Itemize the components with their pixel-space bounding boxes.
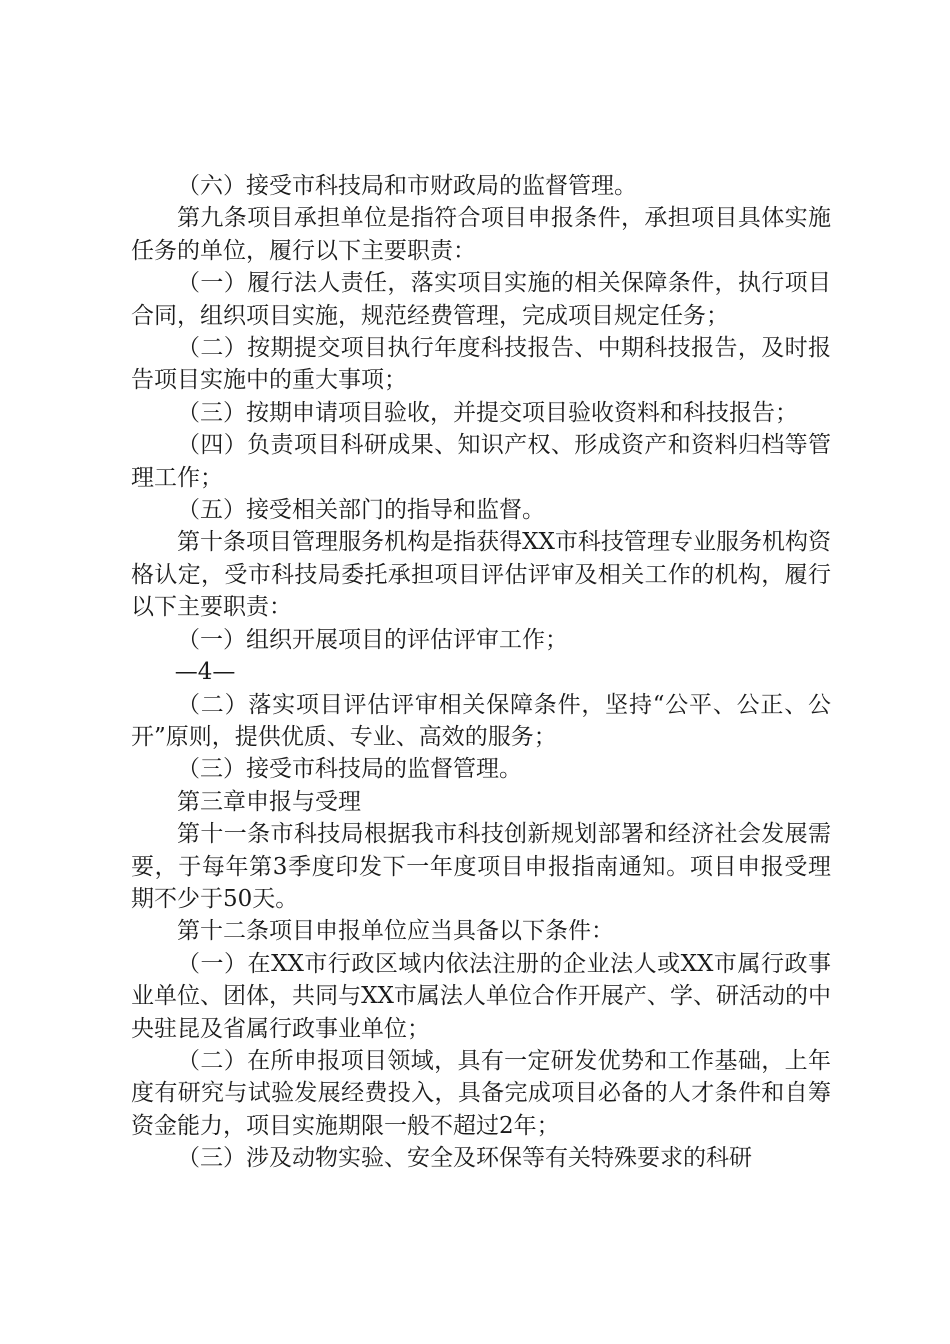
- condition-2-paragraph: （二）在所申报项目领域，具有一定研发优势和工作基础，上年度有研究与试验发展经费投入，具备完成项目必备的人才条件和自筹资金能力，项目实施期限一般不超过2年；: [131, 1047, 831, 1139]
- service-duty-2-paragraph: （二）落实项目评估评审相关保障条件，坚持“公平、公正、公开”原则，提供优质、专业、高效的服务；: [131, 691, 831, 750]
- duty-4-paragraph: （四）负责项目科研成果、知识产权、形成资产和资料归档等管理工作；: [131, 432, 831, 491]
- duty-3-paragraph: （三）按期申请项目验收，并提交项目验收资料和科技报告；: [177, 399, 798, 426]
- service-duty-1-paragraph: （一）组织开展项目的评估评审工作；: [177, 626, 568, 653]
- condition-3-paragraph: （三）涉及动物实验、安全及环保等有关特殊要求的科研: [177, 1145, 752, 1172]
- service-duty-3-paragraph: （三）接受市科技局的监督管理。: [177, 756, 522, 783]
- article-11-paragraph: 第十一条市科技局根据我市科技创新规划部署和经济社会发展需要，于每年第3季度印发下一年度项目申报指南通知。项目申报受理期不少于50天。: [131, 821, 831, 912]
- article-9-paragraph: 第九条项目承担单位是指符合项目申报条件，承担项目具体实施任务的单位，履行以下主要职责：: [131, 205, 831, 264]
- chapter-3-heading: 第三章申报与受理: [177, 788, 361, 815]
- paragraph-item-6: （六）接受市科技局和市财政局的监督管理。: [177, 173, 637, 199]
- duty-1-paragraph: （一）履行法人责任，落实项目实施的相关保障条件，执行项目合同，组织项目实施，规范经费管理，完成项目规定任务；: [131, 270, 831, 329]
- page-number: —4—: [174, 659, 236, 686]
- article-12-paragraph: 第十二条项目申报单位应当具备以下条件：: [177, 918, 614, 945]
- duty-2-paragraph: （二）按期提交项目执行年度科技报告、中期科技报告，及时报告项目实施中的重大事项；: [131, 335, 831, 394]
- duty-5-paragraph: （五）接受相关部门的指导和监督。: [177, 497, 545, 524]
- article-10-paragraph: 第十条项目管理服务机构是指获得XX市科技管理专业服务机构资格认定，受市科技局委托承担项目评估评审及相关工作的机构，履行以下主要职责：: [131, 529, 831, 621]
- document-body: [131, 170, 831, 1175]
- condition-1-paragraph: （一）在XX市行政区域内依法注册的企业法人或XX市属行政事业单位、团体，共同与XX市属法人单位合作开展产、学、研活动的中央驻昆及省属行政事业单位；: [131, 950, 831, 1042]
